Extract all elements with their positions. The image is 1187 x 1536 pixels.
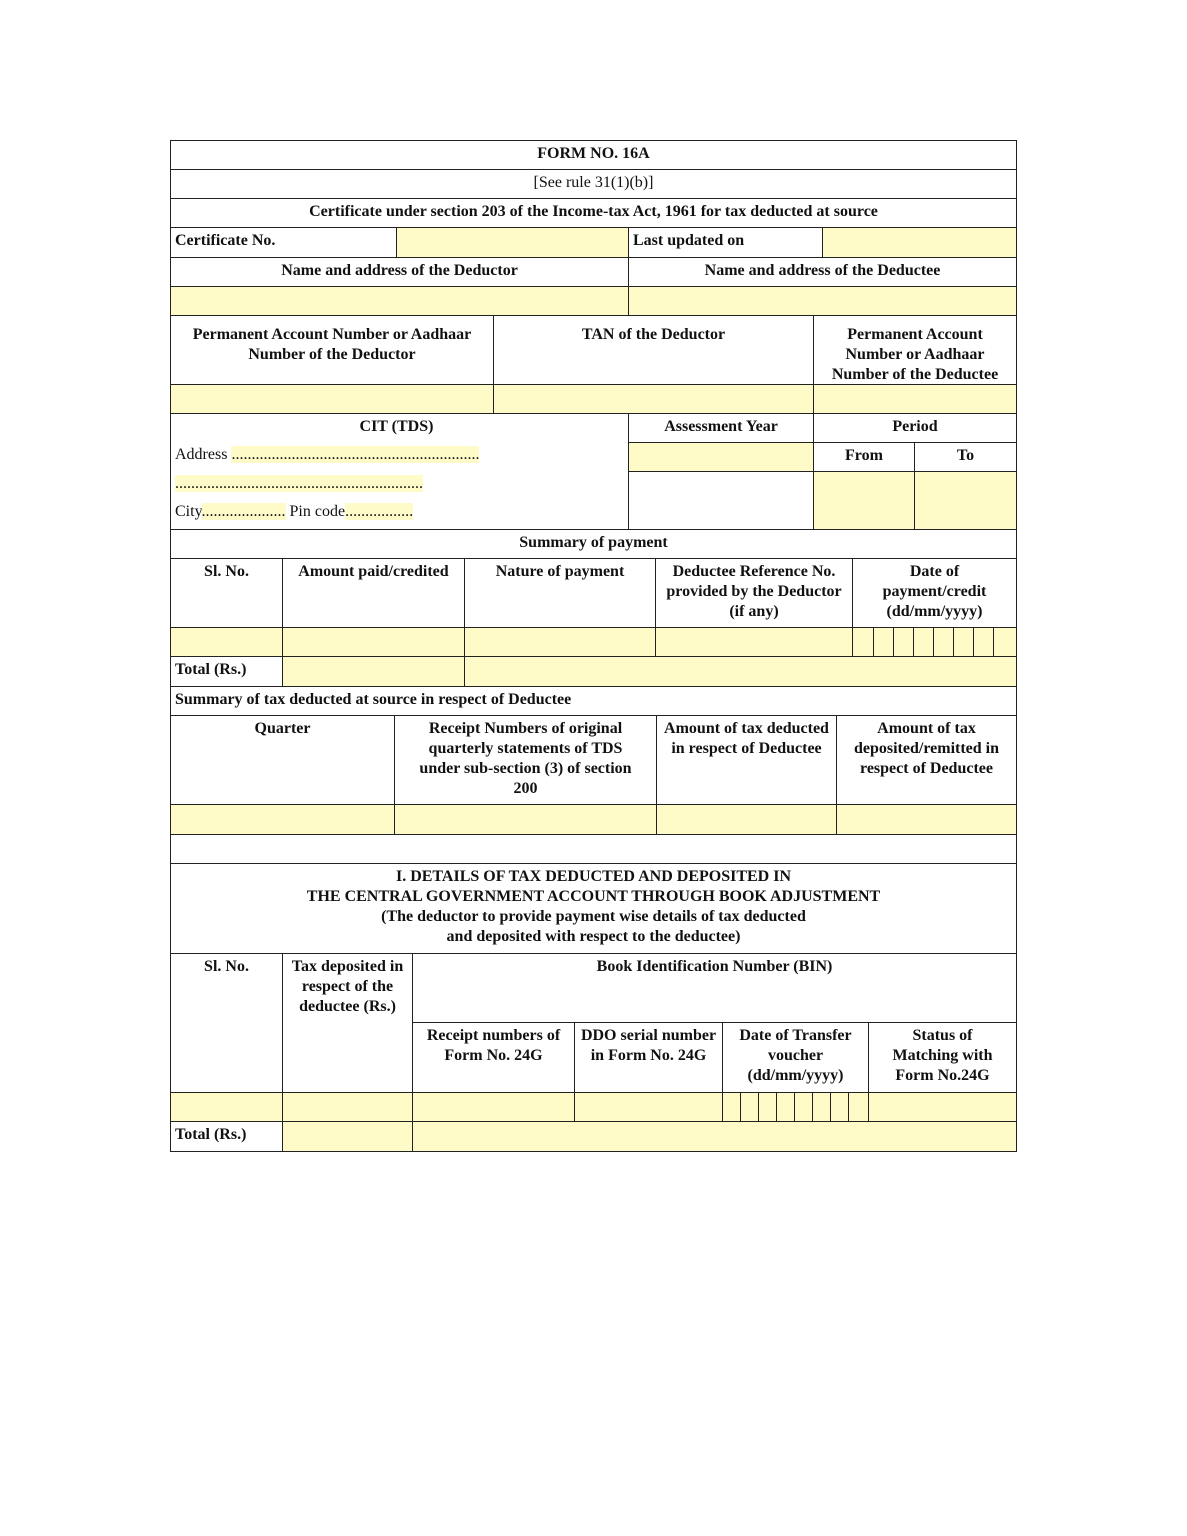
- deductee-pan-field[interactable]: [814, 385, 1017, 414]
- book-col-status: Status of Matching with Form No.24G: [869, 1023, 1017, 1093]
- payment-col-amount: Amount paid/credited: [283, 559, 465, 628]
- date-digit-box: [813, 1093, 831, 1121]
- city-pin-line: [175, 502, 413, 522]
- deductee-pan-label: Permanent Account Number or Aadhaar Number of the Deductee: [814, 316, 1017, 385]
- book-adjustment-title-line1: I. DETAILS OF TAX DEDUCTED AND DEPOSITED IN: [395, 868, 792, 885]
- period-from-label: From: [814, 443, 915, 472]
- form-16a: [170, 140, 1017, 1152]
- tds-row-quarter[interactable]: [170, 805, 395, 835]
- payment-total-blank: [465, 657, 1017, 687]
- payment-row-nature[interactable]: [465, 628, 656, 657]
- tan-label: TAN of the Deductor: [494, 316, 814, 385]
- period-to-label: To: [915, 443, 1017, 472]
- address-line: [175, 445, 479, 465]
- date-digit-box: [954, 628, 974, 656]
- certificate-title: Certificate under section 203 of the Income-tax Act, 1961 for tax deducted at source: [170, 199, 1017, 228]
- deductor-pan-field[interactable]: [170, 385, 494, 414]
- payment-row-amount[interactable]: [283, 628, 465, 657]
- tds-col-deposited: Amount of tax deposited/remitted in respect of Deductee: [837, 716, 1017, 805]
- book-total-blank: [413, 1122, 1017, 1152]
- last-updated-field[interactable]: [823, 228, 1017, 258]
- payment-row-reference[interactable]: [656, 628, 853, 657]
- book-total-field[interactable]: [283, 1122, 413, 1152]
- address-label: Address: [175, 446, 228, 463]
- book-adjustment-title-line2: THE CENTRAL GOVERNMENT ACCOUNT THROUGH BOOK ADJUSTMENT: [306, 888, 881, 905]
- book-adjustment-title-line4: and deposited with respect to the deductee): [446, 928, 741, 945]
- tds-row-receipt[interactable]: [395, 805, 657, 835]
- payment-col-date: Date of payment/credit (dd/mm/yyyy): [853, 559, 1017, 628]
- tds-col-deducted: Amount of tax deducted in respect of Deductee: [657, 716, 837, 805]
- cit-title: CIT (TDS): [359, 418, 434, 435]
- book-col-bin: Book Identification Number (BIN): [413, 954, 1017, 1023]
- payment-total-field[interactable]: [283, 657, 465, 687]
- date-digit-box: [741, 1093, 759, 1121]
- payment-col-reference: Deductee Reference No. provided by the Deductor (if any): [656, 559, 853, 628]
- period-to-field[interactable]: [915, 472, 1017, 530]
- book-col-tax-deposited: Tax deposited in respect of the deductee (Rs.): [283, 954, 413, 1093]
- book-col-receipt: Receipt numbers of Form No. 24G: [413, 1023, 575, 1093]
- assessment-year-label: Assessment Year: [629, 414, 814, 443]
- book-col-ddo-serial: DDO serial number in Form No. 24G: [575, 1023, 723, 1093]
- book-row-transfer-date[interactable]: [723, 1093, 869, 1122]
- book-row-sl-no[interactable]: [170, 1093, 283, 1122]
- cit-block: [170, 414, 629, 530]
- date-digit-box: [914, 628, 934, 656]
- payment-row-sl-no[interactable]: [170, 628, 283, 657]
- period-label: Period: [814, 414, 1017, 443]
- date-digit-box: [934, 628, 954, 656]
- tds-col-receipt: Receipt Numbers of original quarterly statements of TDS under sub-section (3) of section 200: [395, 716, 657, 805]
- payment-total-label: Total (Rs.): [170, 657, 283, 687]
- tan-field[interactable]: [494, 385, 814, 414]
- date-digit-box: [831, 1093, 849, 1121]
- tds-summary-title: Summary of tax deducted at source in respect of Deductee: [170, 687, 1017, 716]
- deductee-name-field[interactable]: [629, 287, 1017, 316]
- form-number: FORM NO. 16A: [170, 140, 1017, 170]
- address-line-2: [175, 474, 423, 494]
- rule-reference: [See rule 31(1)(b)]: [170, 170, 1017, 199]
- pin-field[interactable]: .................: [345, 503, 414, 520]
- tds-row-deducted[interactable]: [657, 805, 837, 835]
- deductor-pan-label: Permanent Account Number or Aadhaar Number of the Deductor: [170, 316, 494, 385]
- date-digit-box: [777, 1093, 795, 1121]
- city-label: City: [175, 503, 202, 520]
- date-digit-box: [894, 628, 914, 656]
- period-from-field[interactable]: [814, 472, 915, 530]
- payment-col-nature: Nature of payment: [465, 559, 656, 628]
- book-row-receipt[interactable]: [413, 1093, 575, 1122]
- book-col-sl-no: Sl. No.: [170, 954, 283, 1093]
- date-digit-box: [874, 628, 894, 656]
- last-updated-label: Last updated on: [629, 228, 823, 258]
- book-row-tax-deposited[interactable]: [283, 1093, 413, 1122]
- spacer-row: [170, 835, 1017, 864]
- tds-col-quarter: Quarter: [170, 716, 395, 805]
- payment-row-date[interactable]: [853, 628, 1017, 657]
- date-digit-box: [723, 1093, 741, 1121]
- address-field[interactable]: ..............................................................: [231, 446, 480, 463]
- book-row-ddo-serial[interactable]: [575, 1093, 723, 1122]
- date-digit-box: [853, 628, 874, 656]
- tds-row-deposited[interactable]: [837, 805, 1017, 835]
- deductee-name-label: Name and address of the Deductee: [629, 258, 1017, 287]
- assessment-year-field[interactable]: [629, 443, 814, 472]
- address-field-2[interactable]: ..............................................................: [175, 475, 423, 492]
- book-row-status[interactable]: [869, 1093, 1017, 1122]
- payment-summary-title: Summary of payment: [170, 530, 1017, 559]
- book-adjustment-title-line3: (The deductor to provide payment wise details of tax deducted: [381, 908, 806, 925]
- deductor-name-label: Name and address of the Deductor: [170, 258, 629, 287]
- payment-col-sl-no: Sl. No.: [170, 559, 283, 628]
- date-digit-box: [974, 628, 994, 656]
- book-adjustment-title: [170, 864, 1017, 954]
- date-digit-box: [759, 1093, 777, 1121]
- city-field[interactable]: .....................: [201, 503, 286, 520]
- certificate-no-label: Certificate No.: [170, 228, 397, 258]
- pin-label: Pin code: [289, 503, 346, 520]
- deductor-name-field[interactable]: [170, 287, 629, 316]
- assessment-year-blank: [629, 472, 814, 530]
- book-total-label: Total (Rs.): [170, 1122, 283, 1152]
- book-col-transfer-date: Date of Transfer voucher (dd/mm/yyyy): [723, 1023, 869, 1093]
- certificate-no-field[interactable]: [397, 228, 629, 258]
- date-digit-box: [795, 1093, 813, 1121]
